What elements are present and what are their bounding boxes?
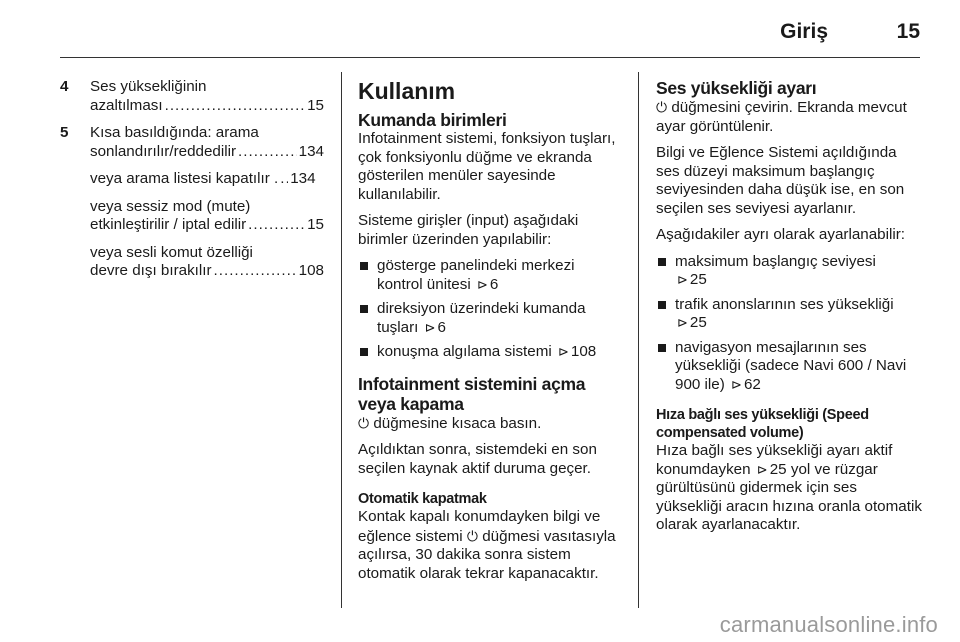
- list-item-text: konuşma algılama sistemi: [377, 343, 552, 360]
- paragraph: [656, 98, 924, 136]
- toc-line: [90, 170, 324, 189]
- square-bullet-icon: [360, 305, 368, 313]
- item-text: veya arama listesi kapatılır .: [90, 170, 279, 187]
- paragraph: [656, 442, 924, 535]
- list-item-text: maksimum başlangıç seviyesi: [675, 252, 876, 270]
- paragraph-text: düğmesini çevirin. Ekranda mevcut ayar görüntülenir.: [656, 99, 907, 135]
- page-number: 15: [896, 20, 920, 43]
- page-ref: 15: [307, 216, 324, 233]
- square-bullet-icon: [658, 258, 666, 266]
- page-ref-arrow-icon: ⊳: [424, 319, 436, 335]
- list-item-text: direksiyon üzerindeki kumanda tuşları: [377, 300, 586, 336]
- square-bullet-icon: [658, 301, 666, 309]
- item-line: veya sesli komut özelliği: [90, 243, 253, 261]
- item-number: 4: [60, 78, 69, 95]
- page-ref-arrow-icon: ⊳: [756, 461, 768, 477]
- page-ref: 108: [570, 343, 597, 360]
- sub-entry: [90, 198, 324, 235]
- list-item: [358, 343, 620, 362]
- page-ref: 25: [769, 460, 787, 478]
- paragraph: Açıldıktan sonra, sistemdeki en son seçilen kaynak aktif duruma geçer.: [358, 441, 597, 477]
- subsection-heading: Otomatik kapatmak: [358, 491, 487, 507]
- page-ref: 108: [298, 262, 324, 279]
- leader-dots: [248, 216, 305, 235]
- subsection-heading: Hıza bağlı ses yüksekliği (Speed compensated volume): [656, 407, 869, 441]
- item-line: veya sessiz mod (mute): [90, 197, 251, 215]
- paragraph: Sisteme girişler (input) aşağıdaki birimler üzerinden yapılabilir:: [358, 212, 579, 248]
- power-icon: ⏻: [656, 99, 668, 115]
- list-item-text: gösterge panelindeki merkezi kontrol ünitesi: [377, 257, 575, 293]
- column-2: [358, 78, 620, 591]
- leader-dots: [214, 262, 297, 281]
- page-ref: 25: [689, 314, 707, 331]
- item-text: devre dışı bırakılır: [90, 262, 212, 279]
- power-icon: ⏻: [358, 414, 370, 431]
- paragraph-text: Kontak kapalı konumdayken bilgi ve eğlence sistemi: [358, 508, 601, 545]
- page-header: [60, 16, 920, 52]
- page-ref-arrow-icon: ⊳: [677, 272, 688, 287]
- list-item: [656, 253, 924, 290]
- list-item-text: trafik anonslarının ses yüksekliği: [675, 295, 894, 313]
- page-ref: 6: [437, 318, 446, 336]
- square-bullet-icon: [360, 348, 368, 356]
- column-3: [656, 78, 924, 543]
- sub-entry: [90, 244, 324, 281]
- leader-dots: [280, 170, 288, 189]
- paragraph-text: düğmesine kısaca basın.: [373, 414, 542, 432]
- chapter-heading: Kullanım: [358, 78, 456, 104]
- toc-line: [90, 216, 324, 235]
- section-title: Giriş: [780, 20, 828, 43]
- paragraph: Bilgi ve Eğlence Sistemi açıldığında ses düzeyi maksimum başlangıç seviyesinden daha düşük ise, en son seçilen ses seviyesi ayarlanır.: [656, 144, 905, 217]
- toc-line: [90, 143, 324, 162]
- section-heading: Infotainment sistemini açma veya kapama: [358, 373, 586, 414]
- leader-dots: [238, 143, 297, 162]
- list-item-text: navigasyon mesajlarının ses yüksekliği (sadece Navi 600 / Navi 900 ile): [675, 338, 907, 393]
- page-ref: 25: [689, 271, 707, 288]
- page-ref-arrow-icon: ⊳: [731, 376, 742, 392]
- page-ref-arrow-icon: ⊳: [677, 315, 688, 330]
- section-heading: Kumanda birimleri: [358, 110, 507, 130]
- bullet-list: [358, 257, 620, 362]
- square-bullet-icon: [658, 344, 666, 352]
- item-line: Kısa basıldığında: arama: [90, 124, 259, 141]
- numbered-item-5: [60, 124, 324, 281]
- power-icon: ⏻: [466, 527, 478, 544]
- page-ref: 134: [290, 170, 316, 187]
- paragraph: Aşağıdakiler ayrı olarak ayarlanabilir:: [656, 226, 906, 243]
- page-ref: 15: [307, 96, 324, 114]
- column-divider-2: [638, 72, 639, 608]
- page-ref: 6: [489, 275, 499, 293]
- list-item: [358, 300, 620, 337]
- list-item: [358, 257, 620, 294]
- section-heading: Ses yüksekliği ayarı: [656, 78, 817, 98]
- item-text: azaltılması: [90, 96, 163, 114]
- column-1: [60, 78, 324, 290]
- item-text: sonlandırılır/reddedilir: [90, 142, 237, 160]
- item-text: etkinleştirilir / iptal edilir: [90, 216, 247, 233]
- paragraph: Infotainment sistemi, fonksiyon tuşları, çok fonksiyonlu düğme ve ekranda gösterilen menüler sayesinde kullanılabilir.: [358, 130, 616, 203]
- toc-line: [90, 97, 324, 116]
- page-ref: 62: [743, 375, 761, 393]
- watermark: carmanualsonline.info: [719, 612, 938, 637]
- header-divider: [60, 57, 920, 58]
- item-number: 5: [60, 124, 69, 141]
- toc-line: [90, 262, 324, 281]
- paragraph: [358, 508, 620, 583]
- page-ref: 134: [298, 142, 324, 160]
- list-item: [656, 296, 924, 333]
- paragraph-text: yol ve rüzgar gürültüsünü gidermek için ses yüksekliği aracın hızına oranla otomatik olarak ayarlanacaktır.: [656, 460, 922, 533]
- bullet-list: [656, 253, 924, 395]
- leader-dots: [165, 97, 306, 116]
- column-divider-1: [341, 72, 342, 608]
- page-ref-arrow-icon: ⊳: [557, 344, 569, 359]
- paragraph-text: düğmesi vasıtasıyla açılırsa, 30 dakika sonra sistem otomatik olarak tekrar kapanacaktır.: [358, 527, 616, 582]
- square-bullet-icon: [360, 262, 368, 270]
- item-line: Ses yüksekliğinin: [90, 78, 207, 95]
- page-ref-arrow-icon: ⊳: [476, 276, 488, 292]
- numbered-item-4: [60, 78, 324, 115]
- paragraph-text: Hıza bağlı ses yüksekliği ayarı aktif konumdayken: [656, 442, 893, 478]
- list-item: [656, 339, 924, 395]
- paragraph: [358, 414, 620, 434]
